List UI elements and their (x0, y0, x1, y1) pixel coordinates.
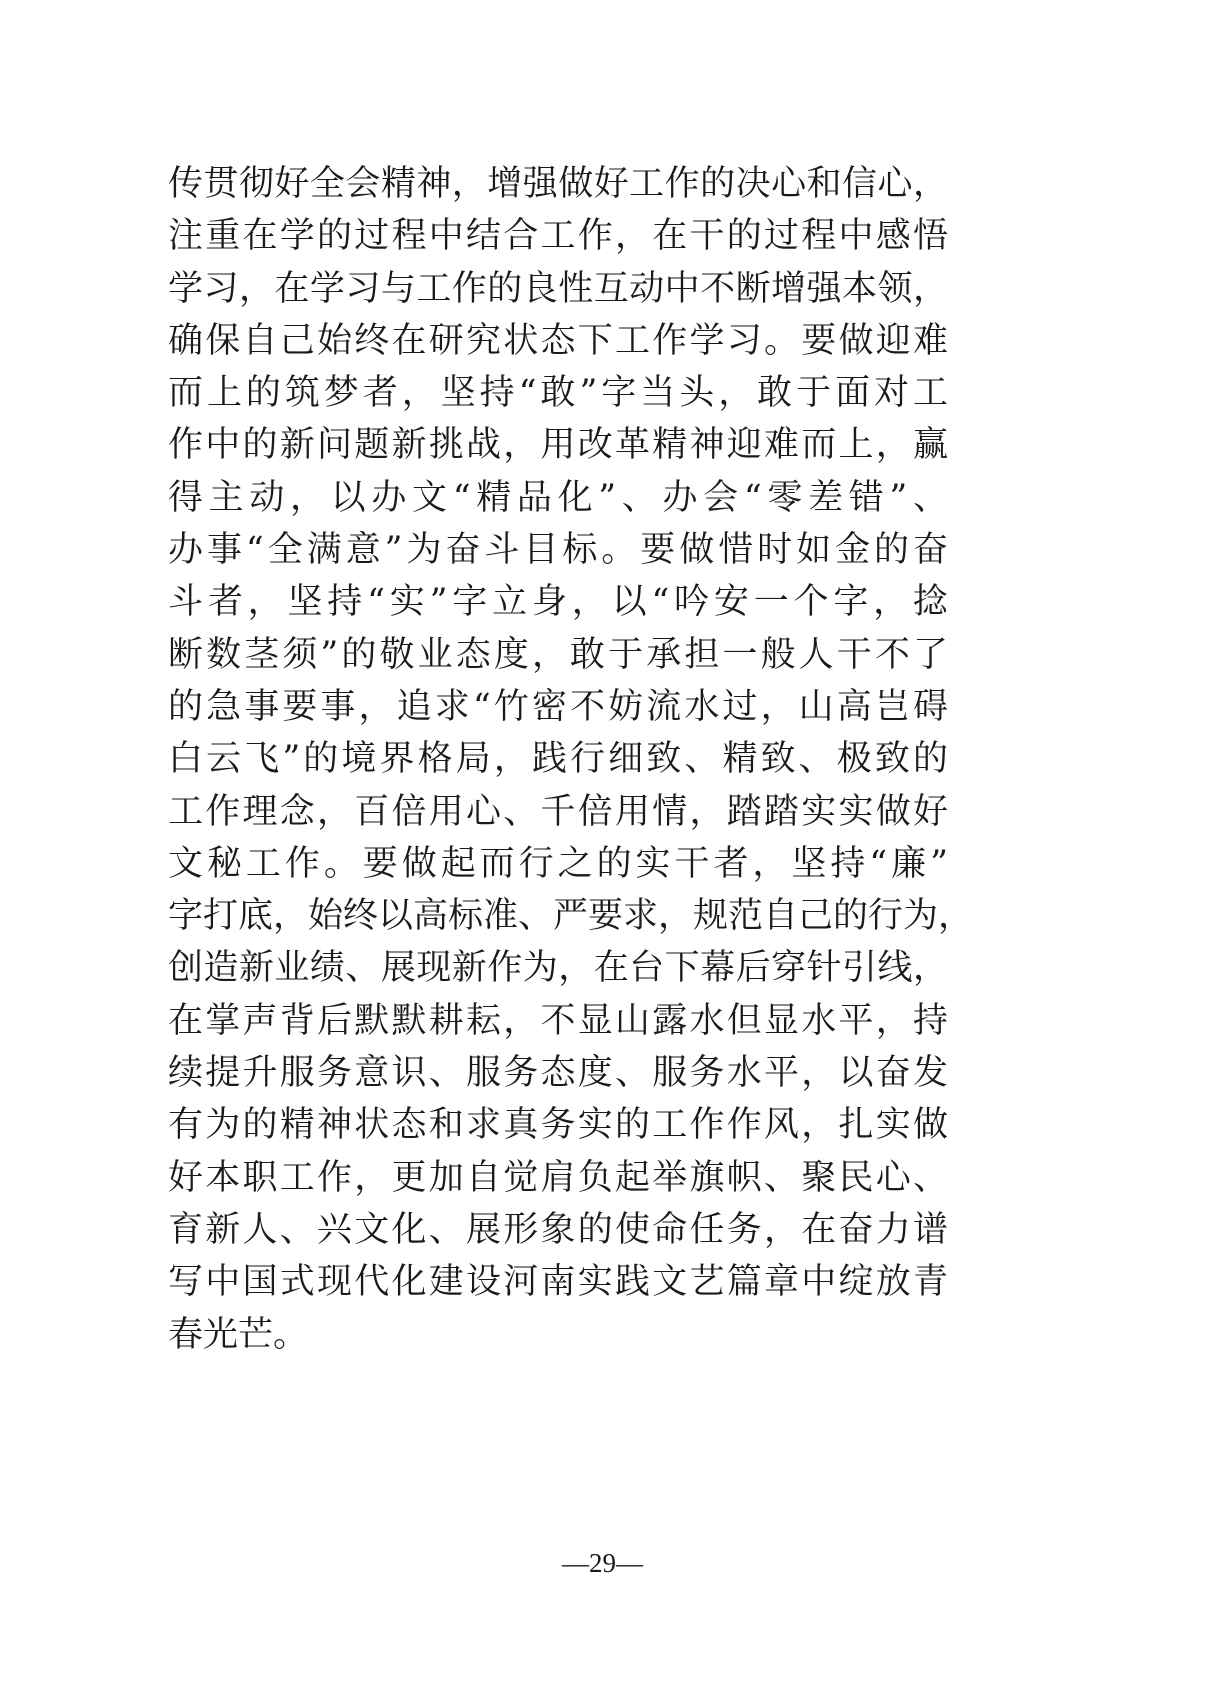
text-line: 断数茎须”的敬业态度，敢于承担一般人干不了 (168, 634, 948, 675)
text-line: 有为的精神状态和求真务实的工作作风，扎实做 (168, 1105, 948, 1146)
text-line: 白云飞”的境界格局，践行细致、精致、极致的 (168, 739, 948, 780)
text-line: 育新人、兴文化、展形象的使命任务，在奋力谱 (168, 1209, 948, 1250)
text-line: 创造新业绩、展现新作为，在台下幕后穿针引线， (168, 948, 948, 989)
text-line: 得主动，以办文“精品化”、办会“零差错”、 (168, 477, 948, 518)
text-line: 字打底，始终以高标准、严要求，规范自己的行为， (168, 896, 974, 937)
text-line: 学习，在学习与工作的良性互动中不断增强本领， (168, 268, 948, 309)
text-line: 在掌声背后默默耕耘，不显山露水但显水平，持 (168, 1000, 948, 1041)
text-line: 工作理念，百倍用心、千倍用情，踏踏实实做好 (168, 791, 948, 832)
text-line: 注重在学的过程中结合工作，在干的过程中感悟 (168, 216, 948, 257)
page-number: —29— (562, 1548, 643, 1578)
text-line: 写中国式现代化建设河南实践文艺篇章中绽放青 (168, 1262, 948, 1303)
text-line: 而上的筑梦者，坚持“敢”字当头，敢于面对工 (168, 373, 948, 414)
body-paragraph (168, 158, 974, 1361)
text-line: 文秘工作。要做起而行之的实干者，坚持“廉” (168, 843, 948, 884)
text-line: 办事“全满意”为奋斗目标。要做惜时如金的奋 (168, 530, 948, 571)
text-line: 斗者，坚持“实”字立身，以“吟安一个字，捻 (168, 582, 948, 623)
text-line: 传贯彻好全会精神，增强做好工作的决心和信心， (168, 164, 948, 204)
text-line: 的急事要事，追求“竹密不妨流水过，山高岂碍 (168, 686, 948, 727)
text-line: 确保自己始终在研究状态下工作学习。要做迎难 (168, 320, 948, 361)
text-line: 春光芒。 (168, 1314, 309, 1355)
text-line: 续提升服务意识、服务态度、服务水平，以奋发 (168, 1053, 948, 1094)
text-line: 作中的新问题新挑战，用改革精神迎难而上，赢 (168, 425, 948, 466)
text-line: 好本职工作，更加自觉肩负起举旗帜、聚民心、 (168, 1157, 948, 1198)
